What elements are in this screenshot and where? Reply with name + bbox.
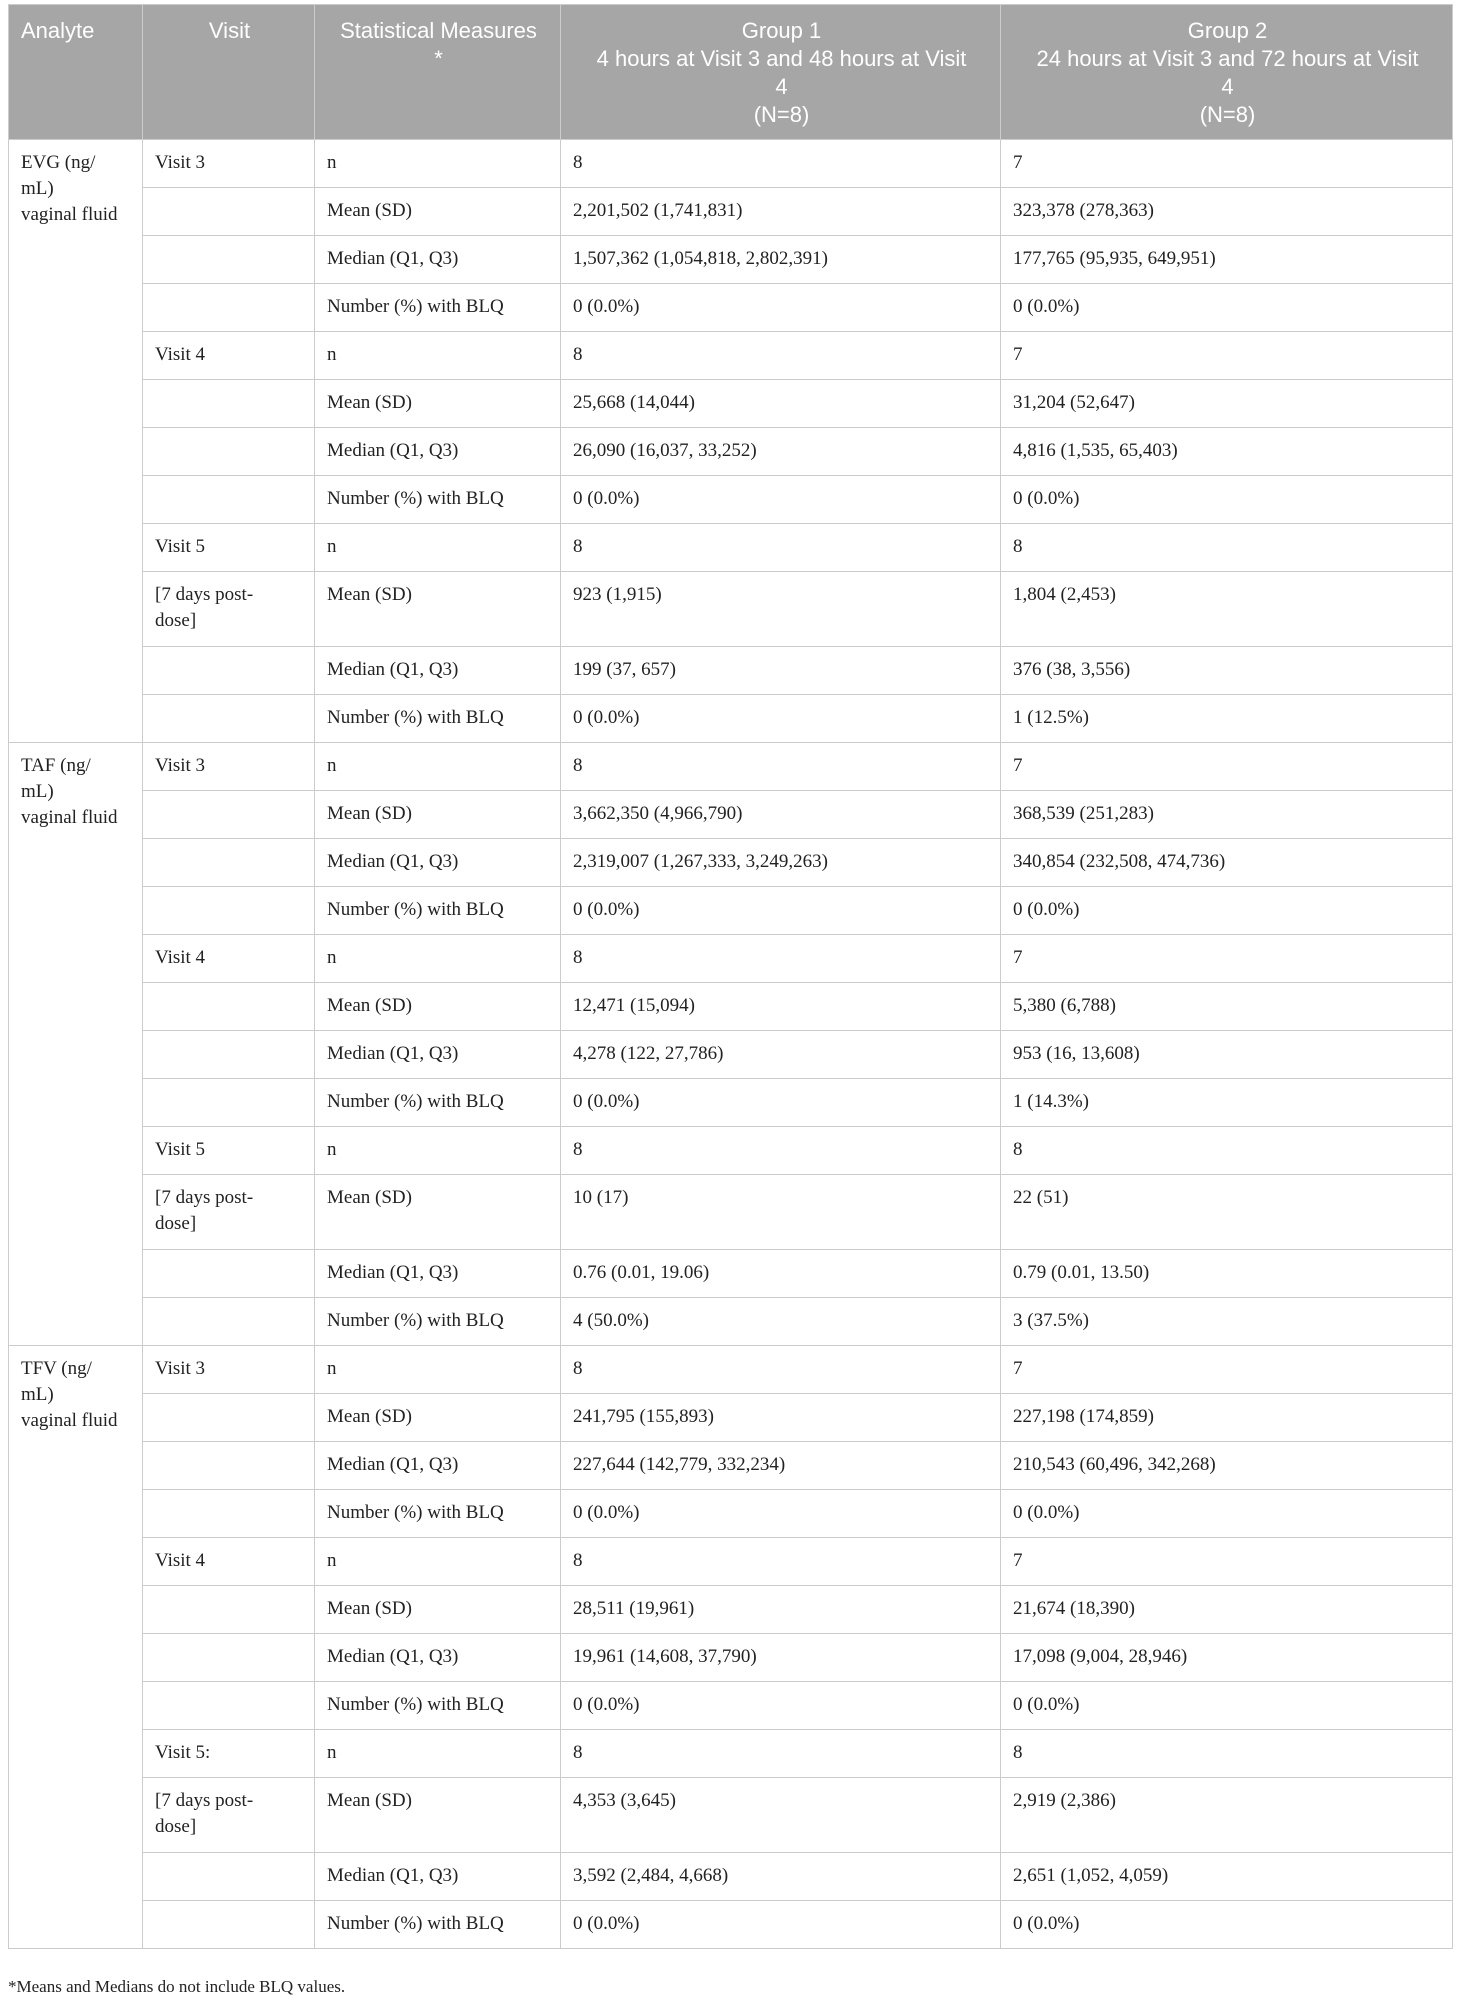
measure-cell: Number (%) with BLQ: [315, 1490, 561, 1538]
visit-empty-cell: [143, 791, 315, 839]
table-row: [9, 476, 1453, 524]
visit-empty-cell: [143, 1586, 315, 1634]
table-row: [9, 1634, 1453, 1682]
group2-value-cell: 368,539 (251,283): [1001, 791, 1453, 839]
group1-value-cell: 8: [561, 332, 1001, 380]
group1-value-cell: 2,201,502 (1,741,831): [561, 188, 1001, 236]
group2-value-cell: 177,765 (95,935, 649,951): [1001, 236, 1453, 284]
measure-cell: Mean (SD): [315, 1175, 561, 1250]
measure-cell: Mean (SD): [315, 380, 561, 428]
table-row: [9, 983, 1453, 1031]
group2-value-cell: 0 (0.0%): [1001, 887, 1453, 935]
measure-cell: Number (%) with BLQ: [315, 1901, 561, 1949]
measure-cell: Number (%) with BLQ: [315, 1682, 561, 1730]
visit-label: Visit 4: [143, 935, 315, 983]
table-row: [9, 140, 1453, 188]
group2-value-cell: 323,378 (278,363): [1001, 188, 1453, 236]
table-row: [9, 188, 1453, 236]
group2-value-cell: 1,804 (2,453): [1001, 572, 1453, 647]
table-row: [9, 1901, 1453, 1949]
visit-empty-cell: [143, 428, 315, 476]
table-row: [9, 1250, 1453, 1298]
group1-value-cell: 3,592 (2,484, 4,668): [561, 1853, 1001, 1901]
visit-label: Visit 5: [143, 1127, 315, 1175]
table-row: [9, 428, 1453, 476]
group2-value-cell: 1 (12.5%): [1001, 695, 1453, 743]
group1-value-cell: 0 (0.0%): [561, 1490, 1001, 1538]
table-row: [9, 695, 1453, 743]
visit-empty-cell: [143, 1394, 315, 1442]
group2-value-cell: 0 (0.0%): [1001, 284, 1453, 332]
analyte-cell: TFV (ng/ mL) vaginal fluid: [9, 1346, 143, 1949]
measure-cell: Median (Q1, Q3): [315, 236, 561, 284]
table-row: [9, 1682, 1453, 1730]
group1-value-cell: 28,511 (19,961): [561, 1586, 1001, 1634]
visit-empty-cell: [143, 1901, 315, 1949]
measure-cell: Median (Q1, Q3): [315, 839, 561, 887]
group1-value-cell: 26,090 (16,037, 33,252): [561, 428, 1001, 476]
group1-value-cell: 8: [561, 935, 1001, 983]
visit-empty-cell: [143, 1490, 315, 1538]
visit-empty-cell: [143, 887, 315, 935]
table-row: [9, 1853, 1453, 1901]
measure-cell: Median (Q1, Q3): [315, 1634, 561, 1682]
group2-value-cell: 7: [1001, 332, 1453, 380]
table-row: [9, 332, 1453, 380]
group2-value-cell: 376 (38, 3,556): [1001, 647, 1453, 695]
group1-value-cell: 19,961 (14,608, 37,790): [561, 1634, 1001, 1682]
group1-value-cell: 25,668 (14,044): [561, 380, 1001, 428]
table-row: [9, 1586, 1453, 1634]
table-row: [9, 935, 1453, 983]
group2-value-cell: 340,854 (232,508, 474,736): [1001, 839, 1453, 887]
group1-value-cell: 0.76 (0.01, 19.06): [561, 1250, 1001, 1298]
measure-cell: n: [315, 1730, 561, 1778]
table-row: [9, 1127, 1453, 1175]
group1-value-cell: 12,471 (15,094): [561, 983, 1001, 1031]
table-row: [9, 524, 1453, 572]
measure-cell: n: [315, 935, 561, 983]
group2-value-cell: 0.79 (0.01, 13.50): [1001, 1250, 1453, 1298]
measure-cell: Mean (SD): [315, 188, 561, 236]
analyte-cell: TAF (ng/ mL) vaginal fluid: [9, 743, 143, 1346]
group1-value-cell: 8: [561, 1346, 1001, 1394]
header-analyte: Analyte: [9, 5, 143, 140]
table-row: [9, 1538, 1453, 1586]
group1-value-cell: 8: [561, 524, 1001, 572]
measure-cell: Mean (SD): [315, 572, 561, 647]
visit-sublabel: [7 days post- dose]: [143, 572, 315, 647]
table-row: [9, 572, 1453, 647]
visit-empty-cell: [143, 1682, 315, 1730]
table-header: [9, 5, 1453, 140]
measure-cell: n: [315, 140, 561, 188]
group2-value-cell: 22 (51): [1001, 1175, 1453, 1250]
measure-cell: Number (%) with BLQ: [315, 1298, 561, 1346]
group2-value-cell: 8: [1001, 1730, 1453, 1778]
group1-value-cell: 241,795 (155,893): [561, 1394, 1001, 1442]
group1-value-cell: 199 (37, 657): [561, 647, 1001, 695]
measure-cell: Number (%) with BLQ: [315, 887, 561, 935]
measure-cell: Mean (SD): [315, 1778, 561, 1853]
table-row: [9, 1298, 1453, 1346]
group1-value-cell: 8: [561, 1538, 1001, 1586]
group1-value-cell: 10 (17): [561, 1175, 1001, 1250]
visit-empty-cell: [143, 380, 315, 428]
measure-cell: Median (Q1, Q3): [315, 1442, 561, 1490]
table-row: [9, 1079, 1453, 1127]
visit-empty-cell: [143, 1634, 315, 1682]
group1-value-cell: 2,319,007 (1,267,333, 3,249,263): [561, 839, 1001, 887]
group1-value-cell: 4,353 (3,645): [561, 1778, 1001, 1853]
table-row: [9, 1730, 1453, 1778]
visit-empty-cell: [143, 1031, 315, 1079]
table-row: [9, 1346, 1453, 1394]
visit-label: Visit 3: [143, 1346, 315, 1394]
group1-value-cell: 8: [561, 140, 1001, 188]
group1-value-cell: 0 (0.0%): [561, 695, 1001, 743]
group2-value-cell: 0 (0.0%): [1001, 1901, 1453, 1949]
group1-value-cell: 8: [561, 1730, 1001, 1778]
table-row: [9, 1175, 1453, 1250]
table-body: [9, 140, 1453, 1949]
measure-cell: Number (%) with BLQ: [315, 695, 561, 743]
table-row: [9, 1778, 1453, 1853]
visit-empty-cell: [143, 1079, 315, 1127]
visit-empty-cell: [143, 839, 315, 887]
group2-value-cell: 8: [1001, 524, 1453, 572]
table-row: [9, 1394, 1453, 1442]
group2-value-cell: 2,651 (1,052, 4,059): [1001, 1853, 1453, 1901]
group1-value-cell: 923 (1,915): [561, 572, 1001, 647]
group2-value-cell: 1 (14.3%): [1001, 1079, 1453, 1127]
analyte-cell: EVG (ng/ mL) vaginal fluid: [9, 140, 143, 743]
visit-empty-cell: [143, 188, 315, 236]
measure-cell: n: [315, 1346, 561, 1394]
visit-sublabel: [7 days post- dose]: [143, 1175, 315, 1250]
measure-cell: Mean (SD): [315, 983, 561, 1031]
group2-value-cell: 7: [1001, 140, 1453, 188]
measure-cell: Number (%) with BLQ: [315, 1079, 561, 1127]
visit-empty-cell: [143, 1442, 315, 1490]
group2-value-cell: 210,543 (60,496, 342,268): [1001, 1442, 1453, 1490]
visit-sublabel: [7 days post- dose]: [143, 1778, 315, 1853]
group2-value-cell: 5,380 (6,788): [1001, 983, 1453, 1031]
measure-cell: n: [315, 332, 561, 380]
group1-value-cell: 0 (0.0%): [561, 1682, 1001, 1730]
pk-table-container: [8, 4, 1452, 1949]
group1-value-cell: 0 (0.0%): [561, 476, 1001, 524]
group1-value-cell: 4,278 (122, 27,786): [561, 1031, 1001, 1079]
group2-value-cell: 3 (37.5%): [1001, 1298, 1453, 1346]
measure-cell: Number (%) with BLQ: [315, 476, 561, 524]
table-row: [9, 647, 1453, 695]
group1-value-cell: 0 (0.0%): [561, 1079, 1001, 1127]
table-row: [9, 1490, 1453, 1538]
table-row: [9, 380, 1453, 428]
group2-value-cell: 0 (0.0%): [1001, 1490, 1453, 1538]
visit-label: Visit 4: [143, 332, 315, 380]
visit-label: Visit 5:: [143, 1730, 315, 1778]
group2-value-cell: 227,198 (174,859): [1001, 1394, 1453, 1442]
visit-empty-cell: [143, 476, 315, 524]
group2-value-cell: 7: [1001, 935, 1453, 983]
group1-value-cell: 0 (0.0%): [561, 887, 1001, 935]
group2-value-cell: 7: [1001, 1346, 1453, 1394]
measure-cell: n: [315, 1538, 561, 1586]
group1-value-cell: 0 (0.0%): [561, 284, 1001, 332]
header-statistical-measures: Statistical Measures *: [315, 5, 561, 140]
group2-value-cell: 0 (0.0%): [1001, 1682, 1453, 1730]
measure-cell: Median (Q1, Q3): [315, 1031, 561, 1079]
visit-empty-cell: [143, 983, 315, 1031]
measure-cell: Mean (SD): [315, 1586, 561, 1634]
group1-value-cell: 8: [561, 743, 1001, 791]
measure-cell: Median (Q1, Q3): [315, 647, 561, 695]
table-row: [9, 1442, 1453, 1490]
group1-value-cell: 1,507,362 (1,054,818, 2,802,391): [561, 236, 1001, 284]
header-group-2: Group 2 24 hours at Visit 3 and 72 hours at Visit 4 (N=8): [1001, 5, 1453, 140]
table-row: [9, 284, 1453, 332]
pk-results-table: [8, 4, 1453, 1949]
measure-cell: Median (Q1, Q3): [315, 428, 561, 476]
group2-value-cell: 17,098 (9,004, 28,946): [1001, 1634, 1453, 1682]
measure-cell: Number (%) with BLQ: [315, 284, 561, 332]
measure-cell: Median (Q1, Q3): [315, 1853, 561, 1901]
visit-empty-cell: [143, 284, 315, 332]
visit-label: Visit 3: [143, 743, 315, 791]
visit-label: Visit 4: [143, 1538, 315, 1586]
measure-cell: n: [315, 743, 561, 791]
measure-cell: n: [315, 1127, 561, 1175]
group2-value-cell: 7: [1001, 1538, 1453, 1586]
table-row: [9, 743, 1453, 791]
group1-value-cell: 0 (0.0%): [561, 1901, 1001, 1949]
group2-value-cell: 4,816 (1,535, 65,403): [1001, 428, 1453, 476]
group1-value-cell: 8: [561, 1127, 1001, 1175]
table-row: [9, 887, 1453, 935]
measure-cell: n: [315, 524, 561, 572]
visit-empty-cell: [143, 1298, 315, 1346]
header-group-1: Group 1 4 hours at Visit 3 and 48 hours at Visit 4 (N=8): [561, 5, 1001, 140]
table-footnote: *Means and Medians do not include BLQ values.: [8, 1977, 346, 1996]
visit-empty-cell: [143, 647, 315, 695]
visit-label: Visit 3: [143, 140, 315, 188]
group2-value-cell: 21,674 (18,390): [1001, 1586, 1453, 1634]
visit-empty-cell: [143, 1853, 315, 1901]
group2-value-cell: 0 (0.0%): [1001, 476, 1453, 524]
visit-empty-cell: [143, 236, 315, 284]
table-row: [9, 236, 1453, 284]
table-row: [9, 839, 1453, 887]
group1-value-cell: 4 (50.0%): [561, 1298, 1001, 1346]
visit-label: Visit 5: [143, 524, 315, 572]
group1-value-cell: 3,662,350 (4,966,790): [561, 791, 1001, 839]
group2-value-cell: 953 (16, 13,608): [1001, 1031, 1453, 1079]
header-visit: Visit: [143, 5, 315, 140]
measure-cell: Mean (SD): [315, 791, 561, 839]
group2-value-cell: 8: [1001, 1127, 1453, 1175]
measure-cell: Median (Q1, Q3): [315, 1250, 561, 1298]
group1-value-cell: 227,644 (142,779, 332,234): [561, 1442, 1001, 1490]
table-row: [9, 791, 1453, 839]
visit-empty-cell: [143, 695, 315, 743]
group2-value-cell: 31,204 (52,647): [1001, 380, 1453, 428]
group2-value-cell: 7: [1001, 743, 1453, 791]
measure-cell: Mean (SD): [315, 1394, 561, 1442]
table-row: [9, 1031, 1453, 1079]
visit-empty-cell: [143, 1250, 315, 1298]
group2-value-cell: 2,919 (2,386): [1001, 1778, 1453, 1853]
